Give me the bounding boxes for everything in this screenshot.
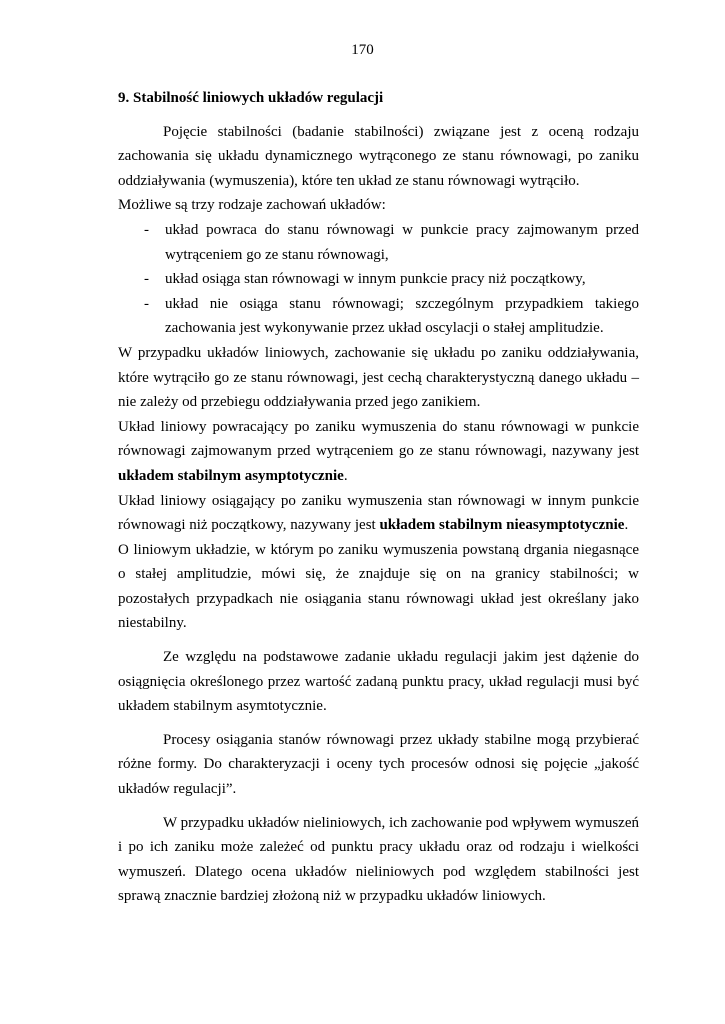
paragraph-non-asymptotic-stability: [118, 489, 639, 538]
text: Układ liniowy powracający po zaniku wymuszenia do stanu równowagi w punkcie równowagi zajmowanym przed wytrąceniem go ze stanu równowagi, nazywany jest: [118, 418, 639, 460]
paragraph-linear-systems: W przypadku układów liniowych, zachowanie się układu po zaniku oddziaływania, które wytrąciło go ze stanu równowagi, jest cechą charakterystyczną danego układu – nie zależy od przebiegu oddziaływania przed jego zanikiem.: [118, 344, 639, 411]
behaviour-types-list: [118, 218, 639, 341]
list-item: [118, 218, 639, 267]
paragraph-stability-definition: Pojęcie stabilności (badanie stabilności) związane jest z oceną rodzaju zachowania się układu dynamicznego wytrąconego ze stanu równowagi, po zaniku oddziaływania (wymuszenia), które ten układ ze stanu równowagi wytrąciło.: [118, 123, 639, 189]
list-item: [118, 292, 639, 341]
paragraph-control-task: Ze względu na podstawowe zadanie układu regulacji jakim jest dążenie do osiągnięcia określonego przez wartość zadaną punktu pracy, układ regulacji musi być układem stabilnym asymtotycznie.: [118, 649, 639, 715]
text: .: [343, 467, 348, 484]
list-item-text: układ osiąga stan równowagi w innym punkcie pracy niż początkowy,: [165, 271, 586, 288]
list-item-text: układ powraca do stanu równowagi w punkcie pracy zajmowanym przed wytrąceniem go ze stanu równowagi,: [165, 221, 639, 263]
section-heading: 9. Stabilność liniowych układów regulacji: [118, 90, 384, 106]
paragraph-nonlinear-systems: W przypadku układów nieliniowych, ich zachowanie pod wpływem wymuszeń i po ich zaniku może zależeć od punktu pracy układu oraz od rodzaju i wielkości wymuszeń. Dlatego ocena układów nieliniowych pod względem stabilności jest sprawą znacznie bardziej złożoną niż w przypadku układów liniowych.: [118, 814, 639, 905]
list-item: [118, 267, 639, 292]
paragraph-control-quality: Procesy osiągania stanów równowagi przez układy stabilne mogą przybierać różne formy. Do charakteryzacji i oceny tych procesów odnosi się pojęcie „jakość układów regulacji”.: [118, 731, 639, 798]
paragraph-behaviour-types-intro: Możliwe są trzy rodzaje zachowań układów:: [118, 197, 386, 214]
page-content: [118, 86, 639, 909]
list-dash: -: [144, 295, 149, 312]
text: Układ liniowy osiągający po zaniku wymuszenia stan równowagi w innym punkcie równowagi niż początkowy, nazywany jest: [118, 492, 639, 534]
page-number: 170: [351, 42, 374, 58]
text: .: [624, 517, 629, 534]
paragraph-stability-boundary: O liniowym układzie, w którym po zaniku wymuszenia powstaną drgania niegasnące o stałej amplitudzie, mówi się, że znajduje się on na granicy stabilności; w pozostałych przypadkach nie osiągania stanu równowagi układ jest określany jako niestabilny.: [118, 541, 639, 632]
list-dash: -: [144, 271, 149, 288]
term-non-asymptotic: układem stabilnym nieasymptotycznie: [379, 517, 625, 534]
paragraph-asymptotic-stability: [118, 415, 639, 489]
term-asymptotic: układem stabilnym asymptotycznie: [118, 467, 344, 484]
list-item-text: układ nie osiąga stanu równowagi; szczególnym przypadkiem takiego zachowania jest wykonywanie przez układ oscylacji o stałej amplitudzie.: [165, 295, 639, 337]
list-dash: -: [144, 221, 149, 238]
